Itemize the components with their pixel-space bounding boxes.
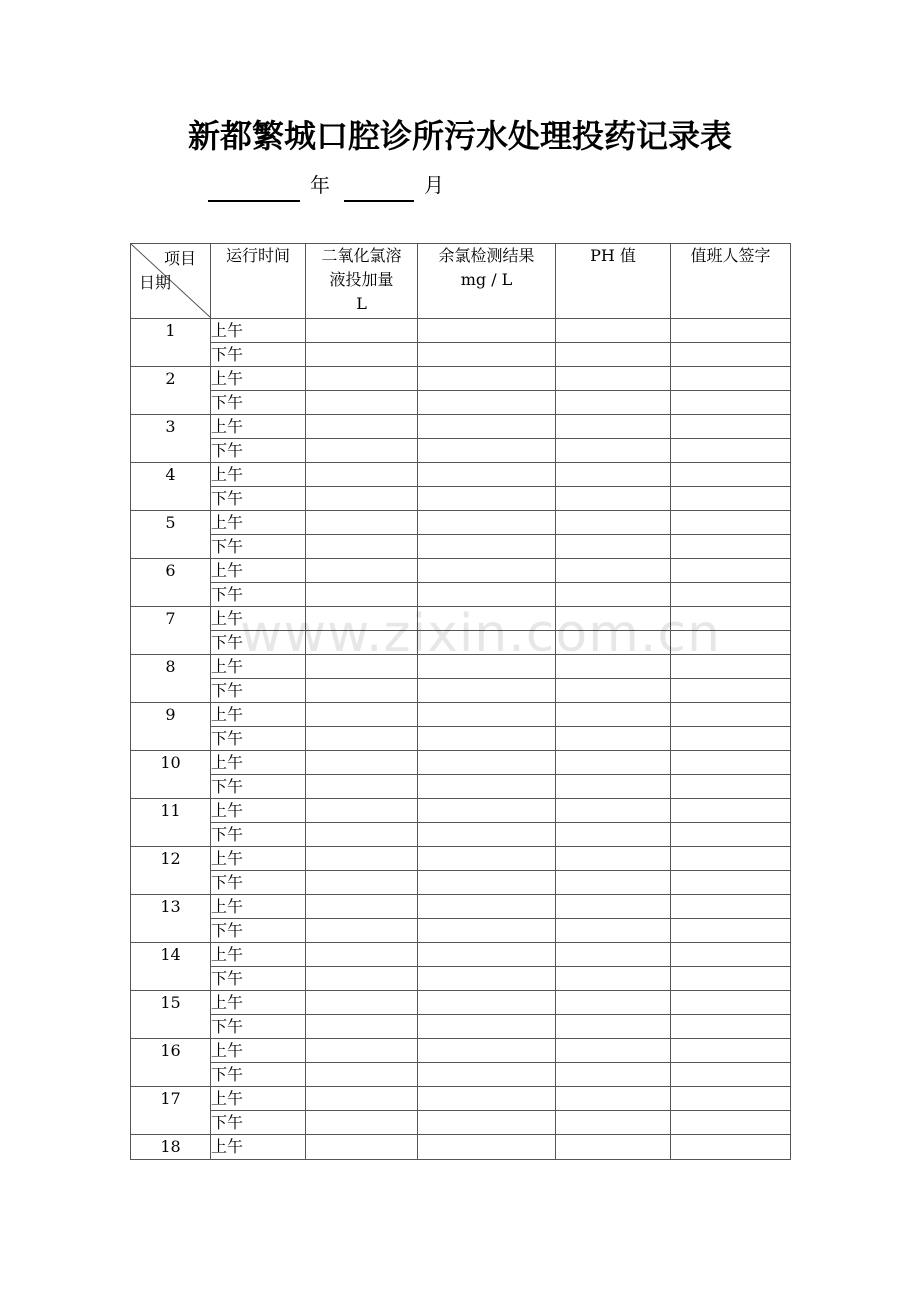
- table-row: [131, 871, 791, 895]
- ph-cell[interactable]: [556, 1087, 671, 1111]
- signature-cell[interactable]: [671, 559, 791, 583]
- dose-cell[interactable]: [306, 1135, 418, 1160]
- residual-chlorine-cell[interactable]: [418, 1039, 556, 1063]
- header-residual-chlorine: [418, 244, 556, 319]
- table-row: [131, 943, 791, 967]
- residual-chlorine-cell[interactable]: [418, 1063, 556, 1087]
- ph-cell[interactable]: [556, 847, 671, 871]
- ph-cell[interactable]: [556, 559, 671, 583]
- ph-cell[interactable]: [556, 823, 671, 847]
- signature-cell[interactable]: [671, 823, 791, 847]
- signature-cell[interactable]: [671, 895, 791, 919]
- year-blank: [208, 174, 300, 202]
- signature-cell[interactable]: [671, 415, 791, 439]
- residual-chlorine-cell[interactable]: [418, 655, 556, 679]
- table-row: [131, 511, 791, 535]
- table-row: [131, 1135, 791, 1160]
- ph-cell[interactable]: [556, 463, 671, 487]
- ph-cell[interactable]: [556, 775, 671, 799]
- ph-cell[interactable]: [556, 655, 671, 679]
- ph-cell[interactable]: [556, 799, 671, 823]
- residual-chlorine-cell[interactable]: [418, 607, 556, 631]
- residual-chlorine-cell[interactable]: [418, 487, 556, 511]
- ph-cell[interactable]: [556, 343, 671, 367]
- dose-cell[interactable]: [306, 871, 418, 895]
- period-cell: 上午: [211, 415, 306, 439]
- day-number-cell: 4: [131, 463, 211, 511]
- ph-cell[interactable]: [556, 511, 671, 535]
- period-cell: 下午: [211, 1063, 306, 1087]
- residual-chlorine-cell[interactable]: [418, 367, 556, 391]
- residual-chlorine-cell[interactable]: [418, 967, 556, 991]
- period-cell: 上午: [211, 991, 306, 1015]
- period-cell: 下午: [211, 391, 306, 415]
- residual-chlorine-cell[interactable]: [418, 871, 556, 895]
- table-row: [131, 487, 791, 511]
- dose-cell[interactable]: [306, 463, 418, 487]
- period-cell: 下午: [211, 823, 306, 847]
- residual-chlorine-cell[interactable]: [418, 919, 556, 943]
- signature-cell[interactable]: [671, 919, 791, 943]
- dose-cell[interactable]: [306, 655, 418, 679]
- day-number-cell: 5: [131, 511, 211, 559]
- dose-cell[interactable]: [306, 1063, 418, 1087]
- table-row: [131, 679, 791, 703]
- dose-cell[interactable]: [306, 919, 418, 943]
- dose-cell[interactable]: [306, 1087, 418, 1111]
- period-cell: 上午: [211, 1135, 306, 1160]
- signature-cell[interactable]: [671, 871, 791, 895]
- diagonal-header-cell: [131, 244, 211, 319]
- residual-chlorine-cell[interactable]: [418, 823, 556, 847]
- signature-cell[interactable]: [671, 367, 791, 391]
- dose-cell[interactable]: [306, 703, 418, 727]
- period-cell: 上午: [211, 1087, 306, 1111]
- table-row: [131, 631, 791, 655]
- period-cell: 下午: [211, 775, 306, 799]
- signature-cell[interactable]: [671, 463, 791, 487]
- diagonal-header-item: 项目: [163, 249, 196, 268]
- table-row: [131, 967, 791, 991]
- table-row: [131, 823, 791, 847]
- table-row: [131, 751, 791, 775]
- signature-cell[interactable]: [671, 439, 791, 463]
- dosing-record-table: [130, 243, 791, 1160]
- residual-chlorine-cell[interactable]: [418, 751, 556, 775]
- date-line: [208, 168, 458, 202]
- table-row: [131, 583, 791, 607]
- residual-chlorine-cell[interactable]: [418, 1087, 556, 1111]
- ph-cell[interactable]: [556, 943, 671, 967]
- ph-cell[interactable]: [556, 1111, 671, 1135]
- table-row: [131, 655, 791, 679]
- dose-cell[interactable]: [306, 679, 418, 703]
- dose-cell[interactable]: [306, 751, 418, 775]
- residual-chlorine-cell[interactable]: [418, 343, 556, 367]
- table-row: [131, 991, 791, 1015]
- table-row: [131, 1111, 791, 1135]
- year-label: 年: [310, 173, 330, 197]
- signature-cell[interactable]: [671, 607, 791, 631]
- signature-cell[interactable]: [671, 1135, 791, 1160]
- dose-cell[interactable]: [306, 439, 418, 463]
- ph-cell[interactable]: [556, 487, 671, 511]
- dose-cell[interactable]: [306, 559, 418, 583]
- residual-chlorine-cell[interactable]: [418, 631, 556, 655]
- dose-cell[interactable]: [306, 607, 418, 631]
- ph-cell[interactable]: [556, 583, 671, 607]
- day-number-cell: 8: [131, 655, 211, 703]
- residual-chlorine-cell[interactable]: [418, 799, 556, 823]
- day-number-cell: 6: [131, 559, 211, 607]
- signature-cell[interactable]: [671, 343, 791, 367]
- residual-chlorine-cell[interactable]: [418, 391, 556, 415]
- period-cell: 下午: [211, 679, 306, 703]
- ph-cell[interactable]: [556, 871, 671, 895]
- day-number-cell: 7: [131, 607, 211, 655]
- residual-chlorine-cell[interactable]: [418, 1135, 556, 1160]
- signature-cell[interactable]: [671, 967, 791, 991]
- header-duty-signature: [671, 244, 791, 319]
- period-cell: 上午: [211, 559, 306, 583]
- ph-cell[interactable]: [556, 895, 671, 919]
- table-body: [131, 244, 791, 1160]
- ph-cell[interactable]: [556, 1135, 671, 1160]
- residual-chlorine-cell[interactable]: [418, 583, 556, 607]
- residual-chlorine-cell[interactable]: [418, 511, 556, 535]
- residual-chlorine-cell[interactable]: [418, 535, 556, 559]
- signature-cell[interactable]: [671, 1111, 791, 1135]
- residual-chlorine-cell[interactable]: [418, 1111, 556, 1135]
- header-line: PH 值: [590, 246, 636, 265]
- period-cell: 下午: [211, 439, 306, 463]
- day-number-cell: 10: [131, 751, 211, 799]
- period-cell: 上午: [211, 895, 306, 919]
- period-cell: 下午: [211, 343, 306, 367]
- table-row: [131, 607, 791, 631]
- month-label: 月: [424, 173, 444, 197]
- ph-cell[interactable]: [556, 967, 671, 991]
- residual-chlorine-cell[interactable]: [418, 439, 556, 463]
- residual-chlorine-cell[interactable]: [418, 679, 556, 703]
- residual-chlorine-cell[interactable]: [418, 895, 556, 919]
- day-number-cell: 15: [131, 991, 211, 1039]
- dose-cell[interactable]: [306, 391, 418, 415]
- signature-cell[interactable]: [671, 655, 791, 679]
- dose-cell[interactable]: [306, 511, 418, 535]
- table-row: [131, 463, 791, 487]
- period-cell: 下午: [211, 631, 306, 655]
- day-number-cell: 12: [131, 847, 211, 895]
- dose-cell[interactable]: [306, 487, 418, 511]
- header-run-time: [211, 244, 306, 319]
- ph-cell[interactable]: [556, 703, 671, 727]
- document-title: 新都繁城口腔诊所污水处理投药记录表: [187, 117, 732, 155]
- dose-cell[interactable]: [306, 847, 418, 871]
- ph-cell[interactable]: [556, 415, 671, 439]
- dose-cell[interactable]: [306, 415, 418, 439]
- header-line: L: [356, 294, 367, 313]
- signature-cell[interactable]: [671, 943, 791, 967]
- dose-cell[interactable]: [306, 535, 418, 559]
- header-row: [131, 244, 791, 319]
- period-cell: 上午: [211, 319, 306, 343]
- ph-cell[interactable]: [556, 439, 671, 463]
- residual-chlorine-cell[interactable]: [418, 1015, 556, 1039]
- table-row: [131, 439, 791, 463]
- period-cell: 下午: [211, 1111, 306, 1135]
- signature-cell[interactable]: [671, 799, 791, 823]
- signature-cell[interactable]: [671, 775, 791, 799]
- header-line: 值班人签字: [690, 246, 771, 265]
- signature-cell[interactable]: [671, 1039, 791, 1063]
- day-number-cell: 1: [131, 319, 211, 367]
- dose-cell[interactable]: [306, 967, 418, 991]
- header-line: 液投加量: [329, 270, 394, 289]
- ph-cell[interactable]: [556, 535, 671, 559]
- month-blank: [344, 174, 414, 202]
- day-number-cell: 17: [131, 1087, 211, 1135]
- signature-cell[interactable]: [671, 991, 791, 1015]
- dose-cell[interactable]: [306, 1039, 418, 1063]
- day-number-cell: 16: [131, 1039, 211, 1087]
- signature-cell[interactable]: [671, 727, 791, 751]
- table-row: [131, 799, 791, 823]
- period-cell: 下午: [211, 583, 306, 607]
- table-row: [131, 727, 791, 751]
- signature-cell[interactable]: [671, 319, 791, 343]
- header-line: 余氯检测结果: [438, 246, 535, 265]
- residual-chlorine-cell[interactable]: [418, 727, 556, 751]
- period-cell: 下午: [211, 1015, 306, 1039]
- table-row: [131, 703, 791, 727]
- signature-cell[interactable]: [671, 1063, 791, 1087]
- residual-chlorine-cell[interactable]: [418, 319, 556, 343]
- period-cell: 下午: [211, 871, 306, 895]
- diagonal-header-date: 日期: [139, 273, 172, 292]
- dose-cell[interactable]: [306, 775, 418, 799]
- period-cell: 下午: [211, 967, 306, 991]
- period-cell: 上午: [211, 799, 306, 823]
- ph-cell[interactable]: [556, 751, 671, 775]
- ph-cell[interactable]: [556, 727, 671, 751]
- header-ph-value: [556, 244, 671, 319]
- table-row: [131, 919, 791, 943]
- table-row: [131, 319, 791, 343]
- period-cell: 上午: [211, 607, 306, 631]
- header-line: 运行时间: [225, 246, 290, 265]
- ph-cell[interactable]: [556, 367, 671, 391]
- period-cell: 上午: [211, 367, 306, 391]
- table-row: [131, 847, 791, 871]
- watermark: www.zixin.com.cn: [240, 604, 721, 664]
- signature-cell[interactable]: [671, 487, 791, 511]
- residual-chlorine-cell[interactable]: [418, 415, 556, 439]
- table-row: [131, 895, 791, 919]
- residual-chlorine-cell[interactable]: [418, 775, 556, 799]
- period-cell: 上午: [211, 511, 306, 535]
- period-cell: 上午: [211, 847, 306, 871]
- signature-cell[interactable]: [671, 847, 791, 871]
- dose-cell[interactable]: [306, 895, 418, 919]
- table-row: [131, 775, 791, 799]
- period-cell: 上午: [211, 1039, 306, 1063]
- residual-chlorine-cell[interactable]: [418, 559, 556, 583]
- period-cell: 下午: [211, 487, 306, 511]
- period-cell: 上午: [211, 703, 306, 727]
- day-number-cell: 13: [131, 895, 211, 943]
- ph-cell[interactable]: [556, 607, 671, 631]
- period-cell: 上午: [211, 463, 306, 487]
- header-line: 二氧化氯溶: [321, 246, 402, 265]
- day-number-cell: 18: [131, 1135, 211, 1160]
- table-row: [131, 1087, 791, 1111]
- signature-cell[interactable]: [671, 751, 791, 775]
- signature-cell[interactable]: [671, 1087, 791, 1111]
- day-number-cell: 2: [131, 367, 211, 415]
- residual-chlorine-cell[interactable]: [418, 991, 556, 1015]
- ph-cell[interactable]: [556, 1063, 671, 1087]
- table-row: [131, 343, 791, 367]
- ph-cell[interactable]: [556, 991, 671, 1015]
- dose-cell[interactable]: [306, 1111, 418, 1135]
- signature-cell[interactable]: [671, 535, 791, 559]
- day-number-cell: 9: [131, 703, 211, 751]
- day-number-cell: 11: [131, 799, 211, 847]
- table-row: [131, 415, 791, 439]
- table-row: [131, 1015, 791, 1039]
- residual-chlorine-cell[interactable]: [418, 703, 556, 727]
- ph-cell[interactable]: [556, 919, 671, 943]
- day-number-cell: 3: [131, 415, 211, 463]
- signature-cell[interactable]: [671, 511, 791, 535]
- header-chlorine-dioxide-dose: [306, 244, 418, 319]
- signature-cell[interactable]: [671, 703, 791, 727]
- period-cell: 下午: [211, 535, 306, 559]
- dose-cell[interactable]: [306, 343, 418, 367]
- period-cell: 上午: [211, 943, 306, 967]
- day-number-cell: 14: [131, 943, 211, 991]
- residual-chlorine-cell[interactable]: [418, 463, 556, 487]
- residual-chlorine-cell[interactable]: [418, 943, 556, 967]
- table-row: [131, 367, 791, 391]
- table-row: [131, 1063, 791, 1087]
- residual-chlorine-cell[interactable]: [418, 847, 556, 871]
- table-row: [131, 391, 791, 415]
- dose-cell[interactable]: [306, 631, 418, 655]
- dose-cell[interactable]: [306, 1015, 418, 1039]
- dose-cell[interactable]: [306, 727, 418, 751]
- period-cell: 上午: [211, 751, 306, 775]
- dose-cell[interactable]: [306, 991, 418, 1015]
- signature-cell[interactable]: [671, 631, 791, 655]
- table-row: [131, 535, 791, 559]
- period-cell: 下午: [211, 727, 306, 751]
- signature-cell[interactable]: [671, 583, 791, 607]
- signature-cell[interactable]: [671, 391, 791, 415]
- signature-cell[interactable]: [671, 679, 791, 703]
- ph-cell[interactable]: [556, 391, 671, 415]
- ph-cell[interactable]: [556, 319, 671, 343]
- table-row: [131, 559, 791, 583]
- dose-cell[interactable]: [306, 799, 418, 823]
- dose-cell[interactable]: [306, 943, 418, 967]
- ph-cell[interactable]: [556, 1015, 671, 1039]
- period-cell: 上午: [211, 655, 306, 679]
- dose-cell[interactable]: [306, 583, 418, 607]
- ph-cell[interactable]: [556, 679, 671, 703]
- dose-cell[interactable]: [306, 367, 418, 391]
- signature-cell[interactable]: [671, 1015, 791, 1039]
- dose-cell[interactable]: [306, 319, 418, 343]
- ph-cell[interactable]: [556, 631, 671, 655]
- header-line: mg / L: [460, 270, 513, 289]
- dose-cell[interactable]: [306, 823, 418, 847]
- table-row: [131, 1039, 791, 1063]
- period-cell: 下午: [211, 919, 306, 943]
- ph-cell[interactable]: [556, 1039, 671, 1063]
